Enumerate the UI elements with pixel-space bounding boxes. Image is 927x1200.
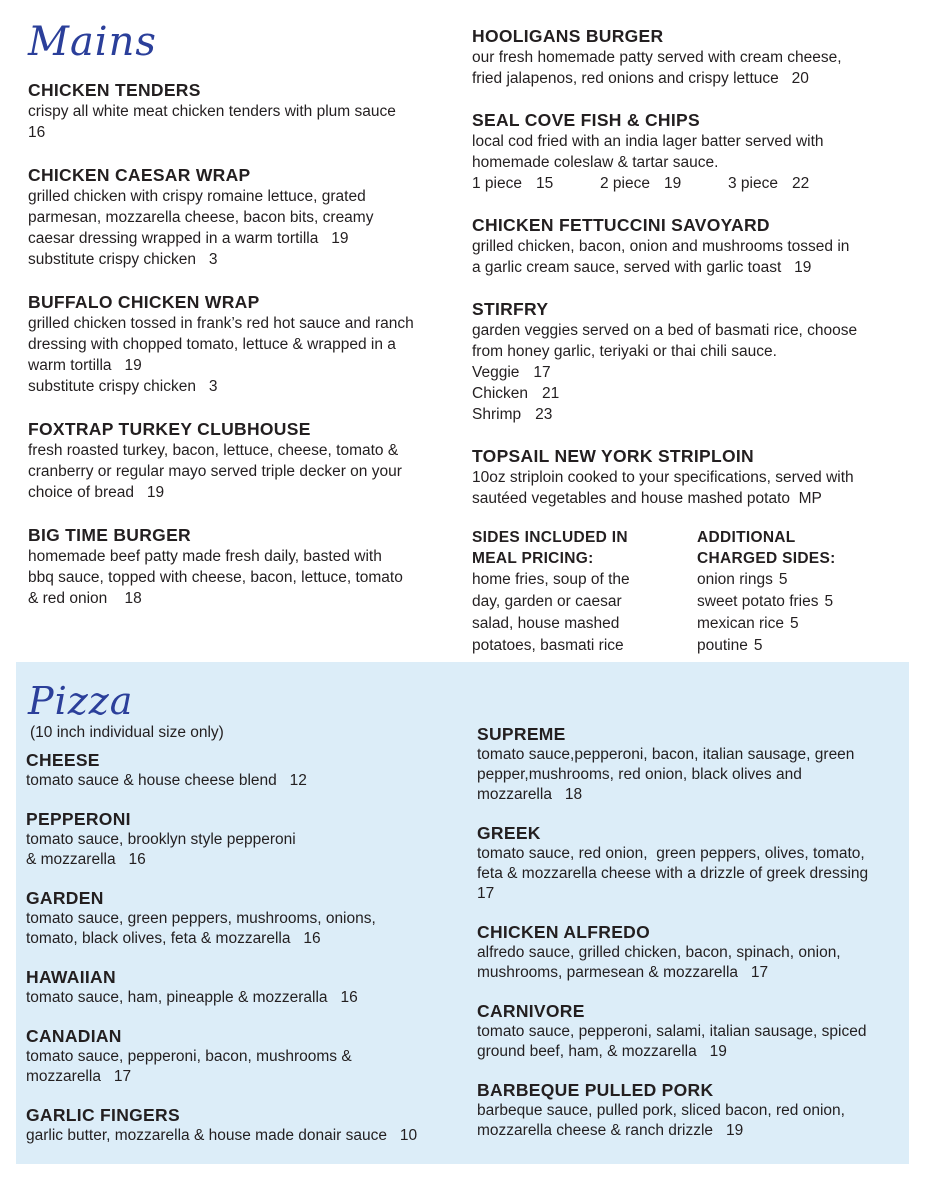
menu-item-description-line: feta & mozzarella cheese with a drizzle of greek dressing xyxy=(477,865,869,882)
menu-item-description-line: & mozzarella 16 xyxy=(26,851,146,868)
menu-item-description-line: mushrooms, parmesean & mozzarella 17 xyxy=(477,964,769,981)
protein-option xyxy=(472,362,912,383)
menu-item xyxy=(477,724,912,805)
side-item-price: 5 xyxy=(824,593,834,610)
menu-item-description-line: bbq sauce, topped with cheese, bacon, lettuce, tomato xyxy=(28,569,403,586)
menu-item-description-line: grilled chicken tossed in frank’s red hot sauce and ranch xyxy=(28,315,414,332)
pizza-left-column xyxy=(26,750,466,1164)
menu-item xyxy=(26,1105,466,1146)
menu-item-name: BARBEQUE PULLED PORK xyxy=(477,1080,714,1100)
mains-right-column xyxy=(472,26,912,530)
sides-additional-heading xyxy=(697,527,907,569)
menu-item-description-line: from honey garlic, teriyaki or thai chili sauce. xyxy=(472,343,777,360)
menu-item xyxy=(28,292,453,397)
protein-option xyxy=(472,383,912,404)
pizza-section-title: Pizza xyxy=(28,679,134,723)
menu-item-description-line: substitute crispy chicken 3 xyxy=(28,378,218,395)
menu-item-description-line: sautéed vegetables and house mashed potato MP xyxy=(472,490,822,507)
portion-option xyxy=(600,173,728,194)
portion-options xyxy=(472,173,912,194)
menu-item-description-line: 10oz striploin cooked to your specifications, served with xyxy=(472,469,854,486)
protein-option xyxy=(472,404,912,425)
portion-option-price: 22 xyxy=(791,175,810,192)
menu-item-description-line: tomato, black olives, feta & mozzarella 16 xyxy=(26,930,321,947)
menu-item-name: SEAL COVE FISH & CHIPS xyxy=(472,110,700,130)
side-item-price: 5 xyxy=(778,571,788,588)
menu-item xyxy=(26,750,466,791)
menu-item-description-line: tomato sauce, ham, pineapple & mozzeralla 16 xyxy=(26,989,358,1006)
menu-item xyxy=(26,967,466,1008)
menu-item xyxy=(26,1026,466,1087)
menu-item xyxy=(477,1001,912,1062)
menu-item xyxy=(472,26,912,89)
menu-item-name: GARLIC FINGERS xyxy=(26,1105,180,1125)
menu-item-name: BIG TIME BURGER xyxy=(28,525,191,545)
menu-item-description-line: 17 xyxy=(477,885,495,902)
menu-item-description-line: choice of bread 19 xyxy=(28,484,165,501)
side-item xyxy=(697,613,907,635)
menu-item-name: CHICKEN TENDERS xyxy=(28,80,201,100)
pizza-right-column xyxy=(477,724,912,1159)
menu-item-description-line: tomato sauce, brooklyn style pepperoni xyxy=(26,831,296,848)
menu-item-description-line: grilled chicken, bacon, onion and mushrooms tossed in xyxy=(472,238,850,255)
portion-option xyxy=(472,173,600,194)
portion-option-price: 19 xyxy=(663,175,682,192)
menu-item xyxy=(472,215,912,278)
menu-item-name: CHEESE xyxy=(26,750,100,770)
menu-item-name: CHICKEN CAESAR WRAP xyxy=(28,165,251,185)
menu-item-description-line: tomato sauce & house cheese blend 12 xyxy=(26,772,307,789)
menu-item-name: BUFFALO CHICKEN WRAP xyxy=(28,292,260,312)
menu-item-description-line: fried jalapenos, red onions and crispy lettuce 20 xyxy=(472,70,809,87)
menu-item-name: CHICKEN ALFREDO xyxy=(477,922,651,942)
portion-option-label: 3 piece xyxy=(728,175,778,192)
menu-item-description-line: substitute crispy chicken 3 xyxy=(28,251,218,268)
menu-item-description-line: & red onion 18 xyxy=(28,590,142,607)
menu-item-name: SUPREME xyxy=(477,724,566,744)
menu-item-name: HOOLIGANS BURGER xyxy=(472,26,664,46)
menu-item xyxy=(477,1080,912,1141)
menu-item xyxy=(28,525,453,609)
sides-block xyxy=(472,527,912,657)
protein-option-price: 21 xyxy=(542,385,560,402)
menu-item-name: FOXTRAP TURKEY CLUBHOUSE xyxy=(28,419,311,439)
pizza-size-note: (10 inch individual size only) xyxy=(30,724,224,741)
menu-item-description-line: a garlic cream sauce, served with garlic toast 19 xyxy=(472,259,812,276)
menu-item xyxy=(26,888,466,949)
menu-item-description-line: tomato sauce, pepperoni, bacon, mushrooms & xyxy=(26,1048,352,1065)
menu-item-description-line: cranberry or regular mayo served triple decker on your xyxy=(28,463,402,480)
side-item-price: 5 xyxy=(790,615,799,632)
menu-item-description-line: mozzarella 18 xyxy=(477,786,583,803)
menu-item-name: CANADIAN xyxy=(26,1026,122,1046)
menu-item-description-line: alfredo sauce, grilled chicken, bacon, spinach, onion, xyxy=(477,944,841,961)
menu-item-description-line: garden veggies served on a bed of basmati rice, choose xyxy=(472,322,858,339)
menu-item-name: HAWAIIAN xyxy=(26,967,116,987)
sides-included-line: salad, house mashed xyxy=(472,615,620,632)
side-item xyxy=(697,635,907,657)
menu-item-name: GREEK xyxy=(477,823,541,843)
sides-included-line: day, garden or caesar xyxy=(472,593,622,610)
menu-item-description-line: ground beef, ham, & mozzarella 19 xyxy=(477,1043,727,1060)
sides-additional xyxy=(697,527,907,657)
menu-item-description-line: parmesan, mozzarella cheese, bacon bits, creamy xyxy=(28,209,374,226)
menu-item-description-line: caesar dressing wrapped in a warm tortilla 19 xyxy=(28,230,349,247)
menu-item-description-line: tomato sauce,pepperoni, bacon, italian sausage, green xyxy=(477,746,855,763)
sides-included-line: potatoes, basmati rice xyxy=(472,637,624,654)
sides-included-line: home fries, soup of the xyxy=(472,571,630,588)
sides-included-heading-line: SIDES INCLUDED IN xyxy=(472,529,628,546)
menu-item-description-line: garlic butter, mozzarella & house made donair sauce 10 xyxy=(26,1127,418,1144)
menu-item-description-line: grilled chicken with crispy romaine lettuce, grated xyxy=(28,188,366,205)
menu-item-description-line: homemade beef patty made fresh daily, basted with xyxy=(28,548,382,565)
protein-option-price: 23 xyxy=(535,406,553,423)
mains-section-title: Mains xyxy=(28,19,157,65)
menu-item-description-line: crispy all white meat chicken tenders with plum sauce xyxy=(28,103,396,120)
protein-option-price: 17 xyxy=(533,364,551,381)
menu-item-description-line: fresh roasted turkey, bacon, lettuce, cheese, tomato & xyxy=(28,442,399,459)
menu-item xyxy=(28,80,453,143)
menu-item xyxy=(472,110,912,194)
portion-option-price: 15 xyxy=(535,175,554,192)
menu-item-description-line: local cod fried with an india lager batter served with xyxy=(472,133,824,150)
sides-additional-heading-line: CHARGED SIDES: xyxy=(697,550,836,567)
menu-item-name: CARNIVORE xyxy=(477,1001,585,1021)
side-item-price: 5 xyxy=(753,637,763,654)
menu-item xyxy=(28,419,453,503)
side-item-label: onion rings xyxy=(697,571,773,588)
menu-item-description-line: dressing with chopped tomato, lettuce & wrapped in a xyxy=(28,336,396,353)
side-item-label: poutine xyxy=(697,637,748,654)
menu-item-description-line: warm tortilla 19 xyxy=(28,357,142,374)
menu-item-description-line: tomato sauce, green peppers, mushrooms, onions, xyxy=(26,910,376,927)
sides-included-heading-line: MEAL PRICING: xyxy=(472,550,594,567)
menu-item-description-line: tomato sauce, red onion, green peppers, olives, tomato, xyxy=(477,845,865,862)
menu-item-name: TOPSAIL NEW YORK STRIPLOIN xyxy=(472,446,754,466)
menu-item-description-line: pepper,mushrooms, red onion, black olives and xyxy=(477,766,802,783)
menu-item-description-line: homemade coleslaw & tartar sauce. xyxy=(472,154,719,171)
menu-item-name: CHICKEN FETTUCCINI SAVOYARD xyxy=(472,215,770,235)
menu-item xyxy=(477,823,912,904)
mains-left-column xyxy=(28,80,453,631)
menu-item xyxy=(472,299,912,425)
menu-item-description-line: 16 xyxy=(28,124,46,141)
portion-option-label: 1 piece xyxy=(472,175,522,192)
menu-item-description-line: tomato sauce, pepperoni, salami, italian sausage, spiced xyxy=(477,1023,867,1040)
side-item xyxy=(697,591,907,613)
menu-item xyxy=(28,165,453,270)
menu-item-description-line: barbeque sauce, pulled pork, sliced bacon, red onion, xyxy=(477,1102,845,1119)
menu-item xyxy=(477,922,912,983)
sides-included xyxy=(472,527,697,657)
menu-item-name: STIRFRY xyxy=(472,299,549,319)
menu-item xyxy=(26,809,466,870)
sides-additional-heading-line: ADDITIONAL xyxy=(697,529,796,546)
protein-option-label: Shrimp xyxy=(472,406,522,423)
menu-item-name: GARDEN xyxy=(26,888,104,908)
side-item-label: mexican rice xyxy=(697,615,784,632)
sides-included-heading xyxy=(472,527,697,569)
menu-item-description-line: mozzarella cheese & ranch drizzle 19 xyxy=(477,1122,744,1139)
side-item xyxy=(697,569,907,591)
portion-option-label: 2 piece xyxy=(600,175,650,192)
menu-item-name: PEPPERONI xyxy=(26,809,131,829)
side-item-label: sweet potato fries xyxy=(697,593,819,610)
menu-item-description-line: mozzarella 17 xyxy=(26,1068,132,1085)
protein-option-label: Veggie xyxy=(472,364,520,381)
portion-option xyxy=(728,173,856,194)
menu-item xyxy=(472,446,912,509)
menu-item-description-line: our fresh homemade patty served with cream cheese, xyxy=(472,49,842,66)
protein-option-label: Chicken xyxy=(472,385,528,402)
